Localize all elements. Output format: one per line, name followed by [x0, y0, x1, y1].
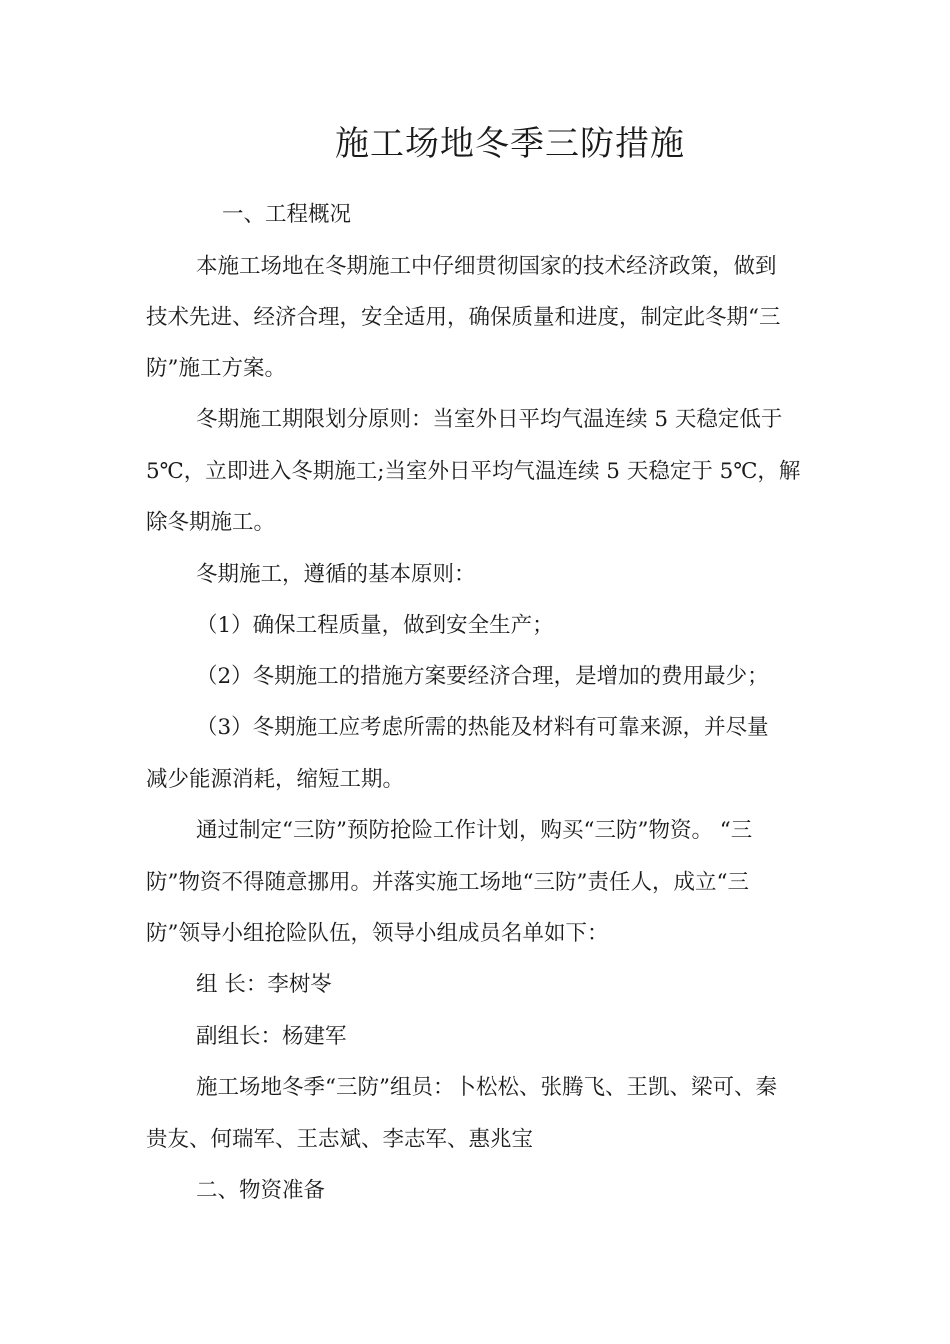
paragraph-line: 5℃，立即进入冬期施工;当室外日平均气温连续 5 天稳定于 5℃，解: [146, 459, 801, 484]
team-leader-line: 组 长：李树岺: [196, 972, 332, 997]
paragraph-line: 防”物资不得随意挪用。并落实施工场地“三防”责任人，成立“三: [146, 870, 749, 895]
paragraph-line: 冬期施工，遵循的基本原则：: [196, 562, 476, 587]
section-heading-materials: 二、物资准备: [196, 1178, 326, 1203]
paragraph-line: 技术先进、经济合理，安全适用，确保质量和进度，制定此冬期“三: [146, 305, 781, 330]
paragraph-line: 减少能源消耗，缩短工期。: [146, 767, 405, 792]
paragraph-line: 本施工场地在冬期施工中仔细贯彻国家的技术经济政策，做到: [196, 254, 777, 279]
paragraph-line: 防”施工方案。: [146, 356, 286, 381]
paragraph-line: 冬期施工期限划分原则：当室外日平均气温连续 5 天稳定低于: [196, 407, 783, 432]
list-item: （1）确保工程质量，做到安全生产；: [196, 613, 554, 638]
paragraph-line: 除冬期施工。: [146, 510, 276, 535]
deputy-leader-line: 副组长：杨建军: [196, 1024, 347, 1049]
document-title: 施工场地冬季三防措施: [335, 124, 685, 164]
paragraph-line: 防”领导小组抢险队伍，领导小组成员名单如下：: [146, 921, 609, 946]
list-item: （2）冬期施工的措施方案要经济合理，是增加的费用最少；: [196, 664, 769, 689]
team-members-line: 施工场地冬季“三防”组员：卜松松、张腾飞、王凯、梁可、秦: [196, 1075, 777, 1100]
section-heading-overview: 一、工程概况: [222, 202, 352, 227]
paragraph-line: 通过制定“三防”预防抢险工作计划，购买“三防”物资。 “三: [196, 818, 753, 843]
list-item: （3）冬期施工应考虑所需的热能及材料有可靠来源，并尽量: [196, 715, 769, 740]
team-members-line: 贵友、何瑞军、王志斌、李志军、惠兆宝: [146, 1127, 534, 1152]
